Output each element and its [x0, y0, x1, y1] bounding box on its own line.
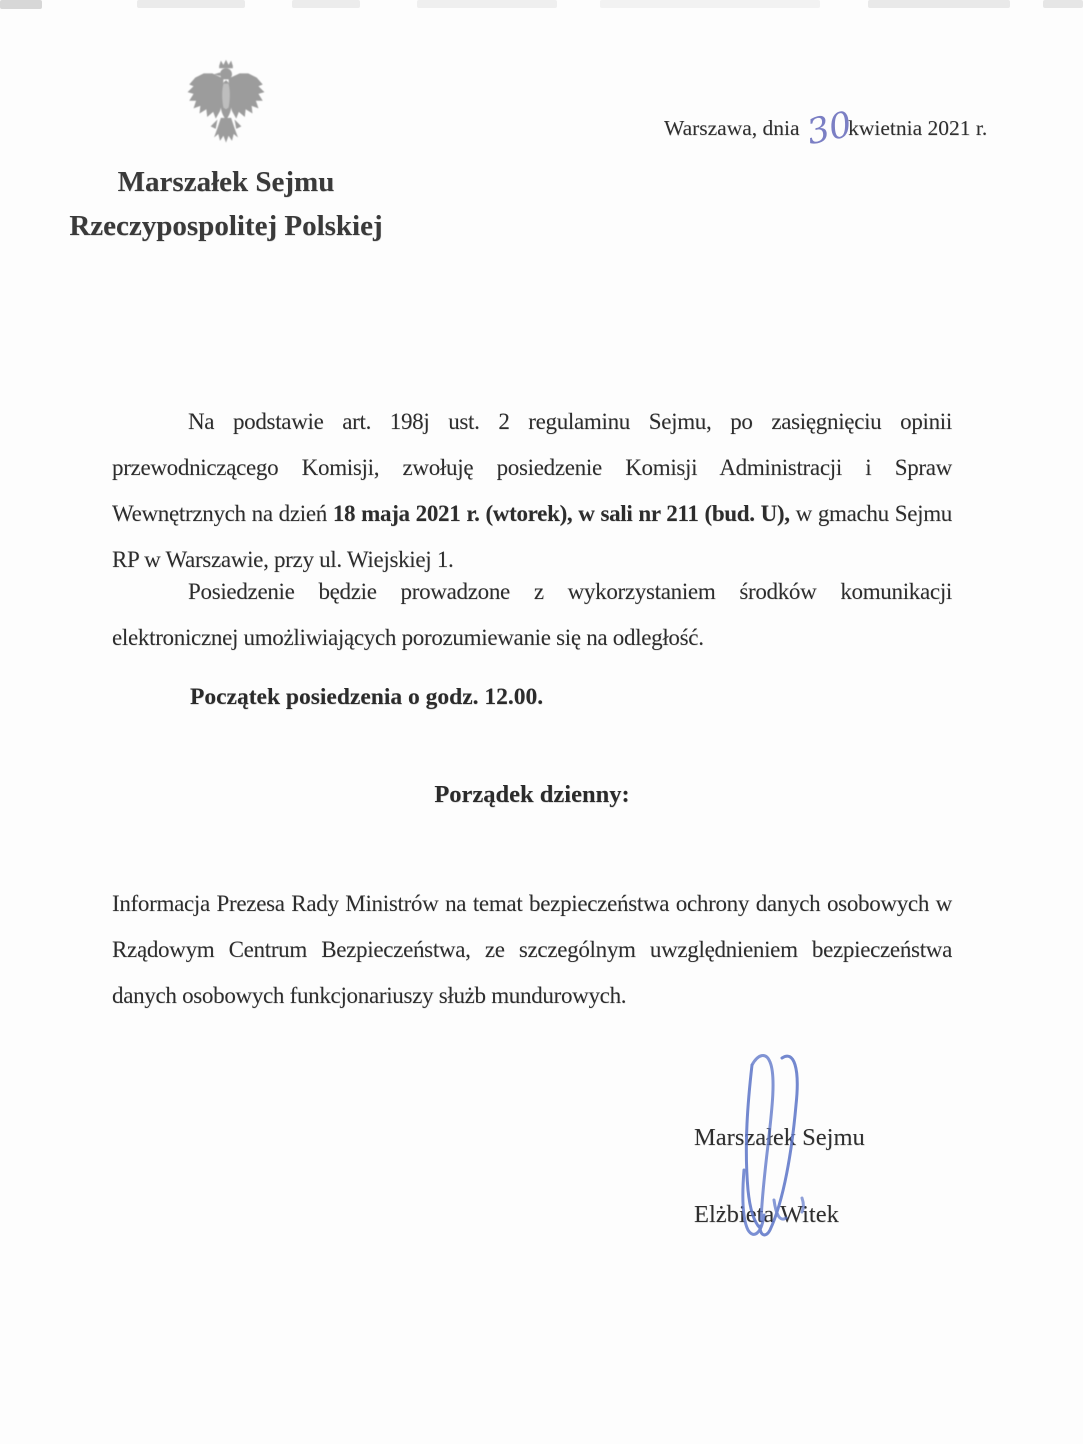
agenda-item: Informacja Prezesa Rady Ministrów na temat bezpieczeństwa ochrony danych osobowych w Rządowym Centrum Bezpieczeństwa, ze szczególnym uwzględnieniem bezpieczeństwa danych osobowych funkcjonariuszy służb mundurowych. — [112, 891, 952, 1008]
scan-artifact — [868, 0, 1010, 8]
signature-name: Elżbieta Witek — [694, 1201, 839, 1228]
paragraph1-part1: Na podstawie art. 198j ust. 2 regulaminu Sejmu, po zasięgnięciu opinii przewodniczącego Komisji, zwołuję posiedzenie Komisji Administracji i Spraw Wewnętrznych na dzień — [112, 409, 952, 526]
scan-artifact — [292, 0, 360, 8]
sender-title-line2: Rzeczypospolitej Polskiej — [69, 210, 383, 242]
agenda-heading: Porządek dzienny: — [434, 781, 630, 808]
scan-artifact — [137, 0, 245, 8]
scan-artifact — [600, 0, 820, 8]
meeting-start-time: Początek posiedzenia o godz. 12.00. — [190, 684, 544, 710]
signature-title: Marszałek Sejmu — [694, 1124, 865, 1151]
paragraph-convocation — [112, 399, 952, 583]
paragraph-remote-participation: Posiedzenie będzie prowadzone z wykorzystaniem środków komunikacji elektronicznej umożliwiających porozumiewanie się na odległość. — [112, 579, 952, 650]
handwritten-day-number: 30 — [803, 104, 855, 154]
sender-block — [56, 160, 396, 248]
scan-artifact — [417, 0, 557, 8]
dateline — [664, 104, 988, 154]
scan-artifact — [0, 0, 42, 9]
sender-title-line1: Marszałek Sejmu — [117, 166, 335, 198]
paragraph1-bold-date-room: 18 maja 2021 r. (wtorek), w sali nr 211 (bud. U), — [332, 501, 790, 526]
paragraph1-part2: w gmachu Sejmu RP w Warszawie, przy ul. Wiejskiej 1. — [112, 501, 953, 572]
dateline-suffix: kwietnia 2021 r. — [848, 116, 988, 140]
polish-eagle-emblem-icon — [183, 58, 269, 152]
dateline-prefix: Warszawa, dnia — [664, 116, 800, 140]
handwritten-signature-ink-icon — [714, 1050, 824, 1250]
scan-artifact — [1043, 0, 1083, 8]
